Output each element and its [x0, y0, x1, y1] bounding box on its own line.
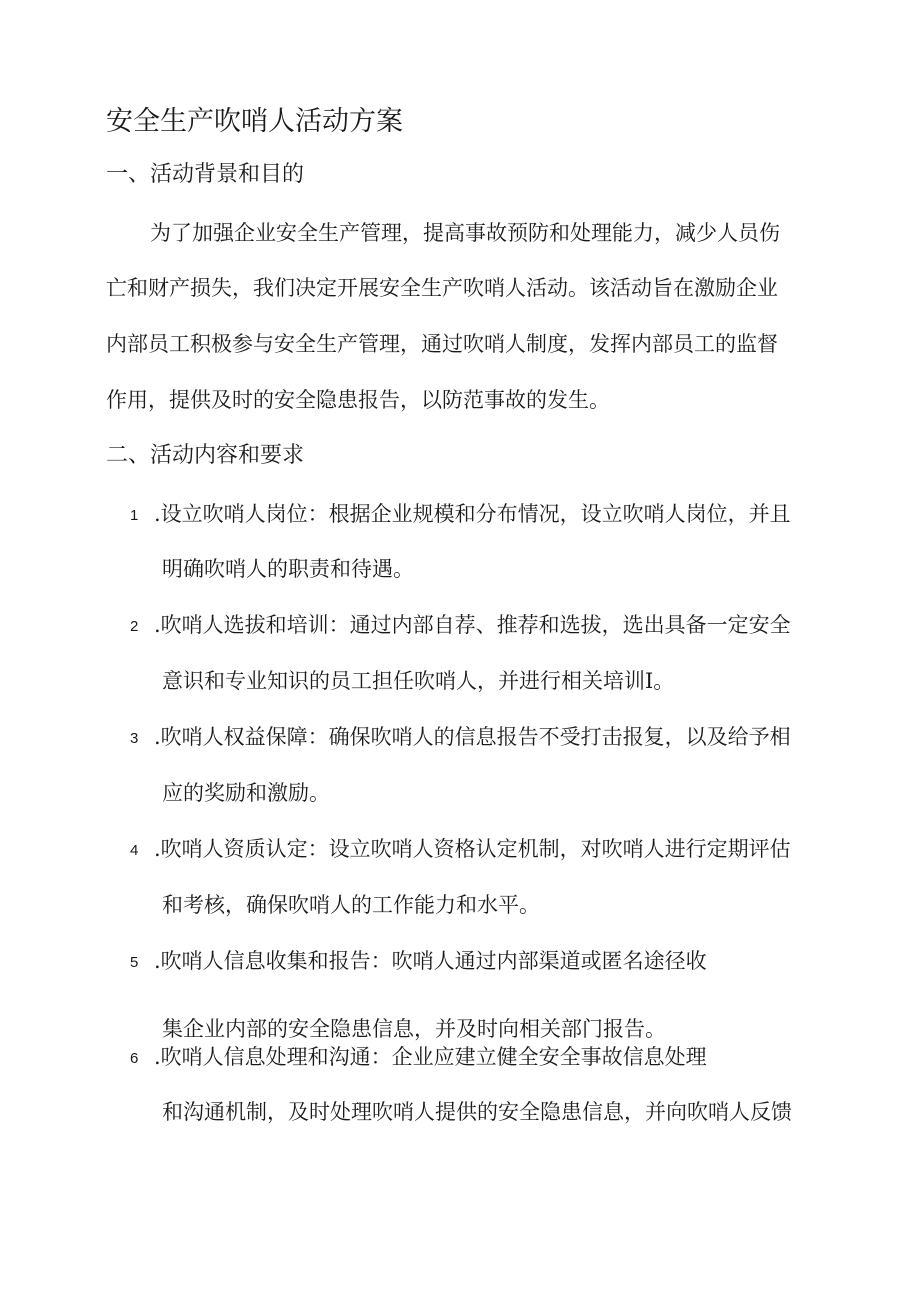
list-item-continuation: 明确吹哨人的职责和待遇。: [162, 557, 414, 581]
list-item: [130, 834, 791, 866]
list-item-text: .吹哨人资质认定：设立吹哨人资格认定机制，对吹哨人进行定期评估: [154, 837, 791, 861]
list-item-text: .吹哨人信息处理和沟通：企业应建立健全安全事故信息处理: [154, 1045, 707, 1069]
list-item-continuation: 和考核，确保吹哨人的工作能力和水平。: [162, 893, 540, 917]
list-item-continuation: 意识和专业知识的员工担任吹哨人，并进行相关培训I。: [162, 669, 675, 693]
list-item: [130, 499, 791, 531]
paragraph-line: 作用，提供及时的安全隐患报告，以防范事故的发生。: [106, 388, 610, 412]
list-item-text: .吹哨人选拔和培训：通过内部自荐、推荐和选拔，选出具备一定安全: [154, 613, 791, 637]
section-heading-content: 二、活动内容和要求: [106, 443, 305, 468]
list-item-number: 4: [130, 842, 139, 859]
list-item-number: 5: [130, 954, 139, 971]
section-heading-background: 一、活动背景和目的: [106, 162, 305, 187]
paragraph-line: 内部员工积极参与安全生产管理，通过吹哨人制度，发挥内部员工的监督: [106, 332, 778, 356]
list-item-continuation: 集企业内部的安全隐患信息，并及时向相关部门报告。: [162, 1017, 666, 1041]
list-item-number: 6: [130, 1050, 139, 1067]
list-item-text: .吹哨人权益保障：确保吹哨人的信息报告不受打击报复，以及给予相: [154, 725, 791, 749]
list-item-text: .吹哨人信息收集和报告：吹哨人通过内部渠道或匿名途径收: [154, 949, 707, 973]
document-title: 安全生产吹哨人活动方案: [106, 106, 403, 137]
paragraph-line: 亡和财产损失，我们决定开展安全生产吹哨人活动。该活动旨在激励企业: [106, 276, 778, 300]
list-item-continuation: 和沟通机制，及时处理吹哨人提供的安全隐患信息，并向吹哨人反馈: [162, 1100, 792, 1124]
list-item-number: 1: [130, 507, 139, 524]
paragraph-line: 为了加强企业安全生产管理，提高事故预防和处理能力，减少人员伤: [150, 221, 780, 245]
list-item-text: .设立吹哨人岗位：根据企业规模和分布情况，设立吹哨人岗位，并且: [154, 502, 791, 526]
list-item-number: 2: [130, 618, 139, 635]
list-item-continuation: 应的奖励和激励。: [162, 781, 330, 805]
list-item: [130, 1042, 707, 1074]
list-item: [130, 610, 791, 642]
list-item: [130, 946, 707, 978]
list-item-number: 3: [130, 730, 139, 747]
list-item: [130, 722, 791, 754]
